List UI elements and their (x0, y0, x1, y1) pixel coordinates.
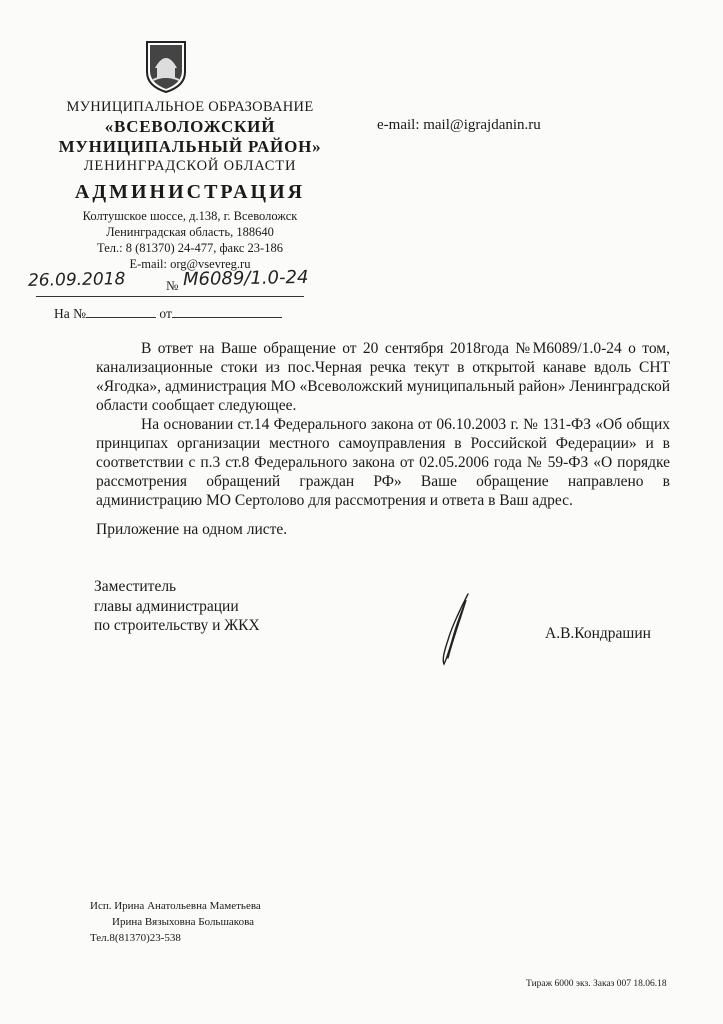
signatory-line-1: Заместитель (94, 578, 177, 595)
reference-line (54, 304, 282, 322)
header-district-line1: «ВСЕВОЛОЖСКИЙ (104, 117, 276, 136)
handwritten-signature (430, 590, 480, 670)
executor-phone: Тел.8(81370)23-538 (90, 932, 181, 944)
header-district-line2: МУНИЦИПАЛЬНЫЙ РАЙОН» (58, 137, 322, 156)
reference-date-label: от (159, 306, 172, 321)
address-street: Колтушское шоссе, д.138, г. Всеволожск (82, 209, 298, 223)
signatory-line-3: по строительству и ЖКХ (94, 617, 260, 634)
address-phone: Тел.: 8 (81370) 24-477, факс 23-186 (97, 241, 283, 255)
header-address-block (40, 208, 340, 272)
recipient-email: e-mail: mail@igrajdanin.ru (377, 117, 541, 133)
body-paragraph-1: В ответ на Ваше обращение от 20 сентября 2018года №М6089/1.0-24 о том, канализационные стоки из пос.Черная речка текут в открытой канаве вдоль СНТ «Ягодка», администрация МО «Всеволожский муниципальный район» Ленинградской области сообщает следующее. (96, 340, 670, 414)
body-paragraph-2: На основании ст.14 Федерального закона от 06.10.2003 г. № 131-ФЗ «Об общих принципах организации местного самоуправления в Российской Федерации» и в соответствии с п.3 ст.8 Федерального закона от 02.05.2006 года № 59-ФЗ «О порядке рассмотрения обращений граждан РФ» Ваше обращение направлено в администрацию МО Сертолово для рассмотрения и ответа в Ваш адрес. (96, 416, 670, 509)
signatory-line-2: главы администрации (94, 597, 239, 615)
signatory-name: А.В.Кондрашин (545, 625, 651, 642)
attachment-note: Приложение на одном листе. (96, 521, 288, 538)
coat-of-arms-emblem-icon (143, 38, 189, 94)
registration-date: 26.09.2018 (27, 269, 126, 291)
address-email: E-mail: org@vsevreg.ru (129, 257, 251, 271)
reference-number-label: На № (54, 306, 86, 321)
header-district-name (40, 117, 340, 157)
executor-2: Ирина Вязыховна Большакова (112, 916, 255, 928)
signatory-position (94, 577, 260, 636)
reference-date-blank (172, 304, 282, 318)
address-region: Ленинградская область, 188640 (106, 225, 274, 239)
header-municipality-line: МУНИЦИПАЛЬНОЕ ОБРАЗОВАНИЕ (66, 99, 314, 115)
letter-body (96, 339, 670, 539)
registration-number-label: № (166, 278, 179, 293)
header-title: АДМИНИСТРАЦИЯ (74, 181, 306, 203)
executor-1: Исп. Ирина Анатольевна Маметьева (90, 900, 261, 912)
executors-block (90, 898, 261, 946)
header-region-line: ЛЕНИНГРАДСКОЙ ОБЛАСТИ (83, 158, 297, 174)
print-info: Тираж 6000 экз. Заказ 007 18.06.18 (526, 979, 667, 989)
registration-number: М6089/1.0-24 (182, 266, 309, 291)
reference-number-blank (86, 304, 156, 318)
